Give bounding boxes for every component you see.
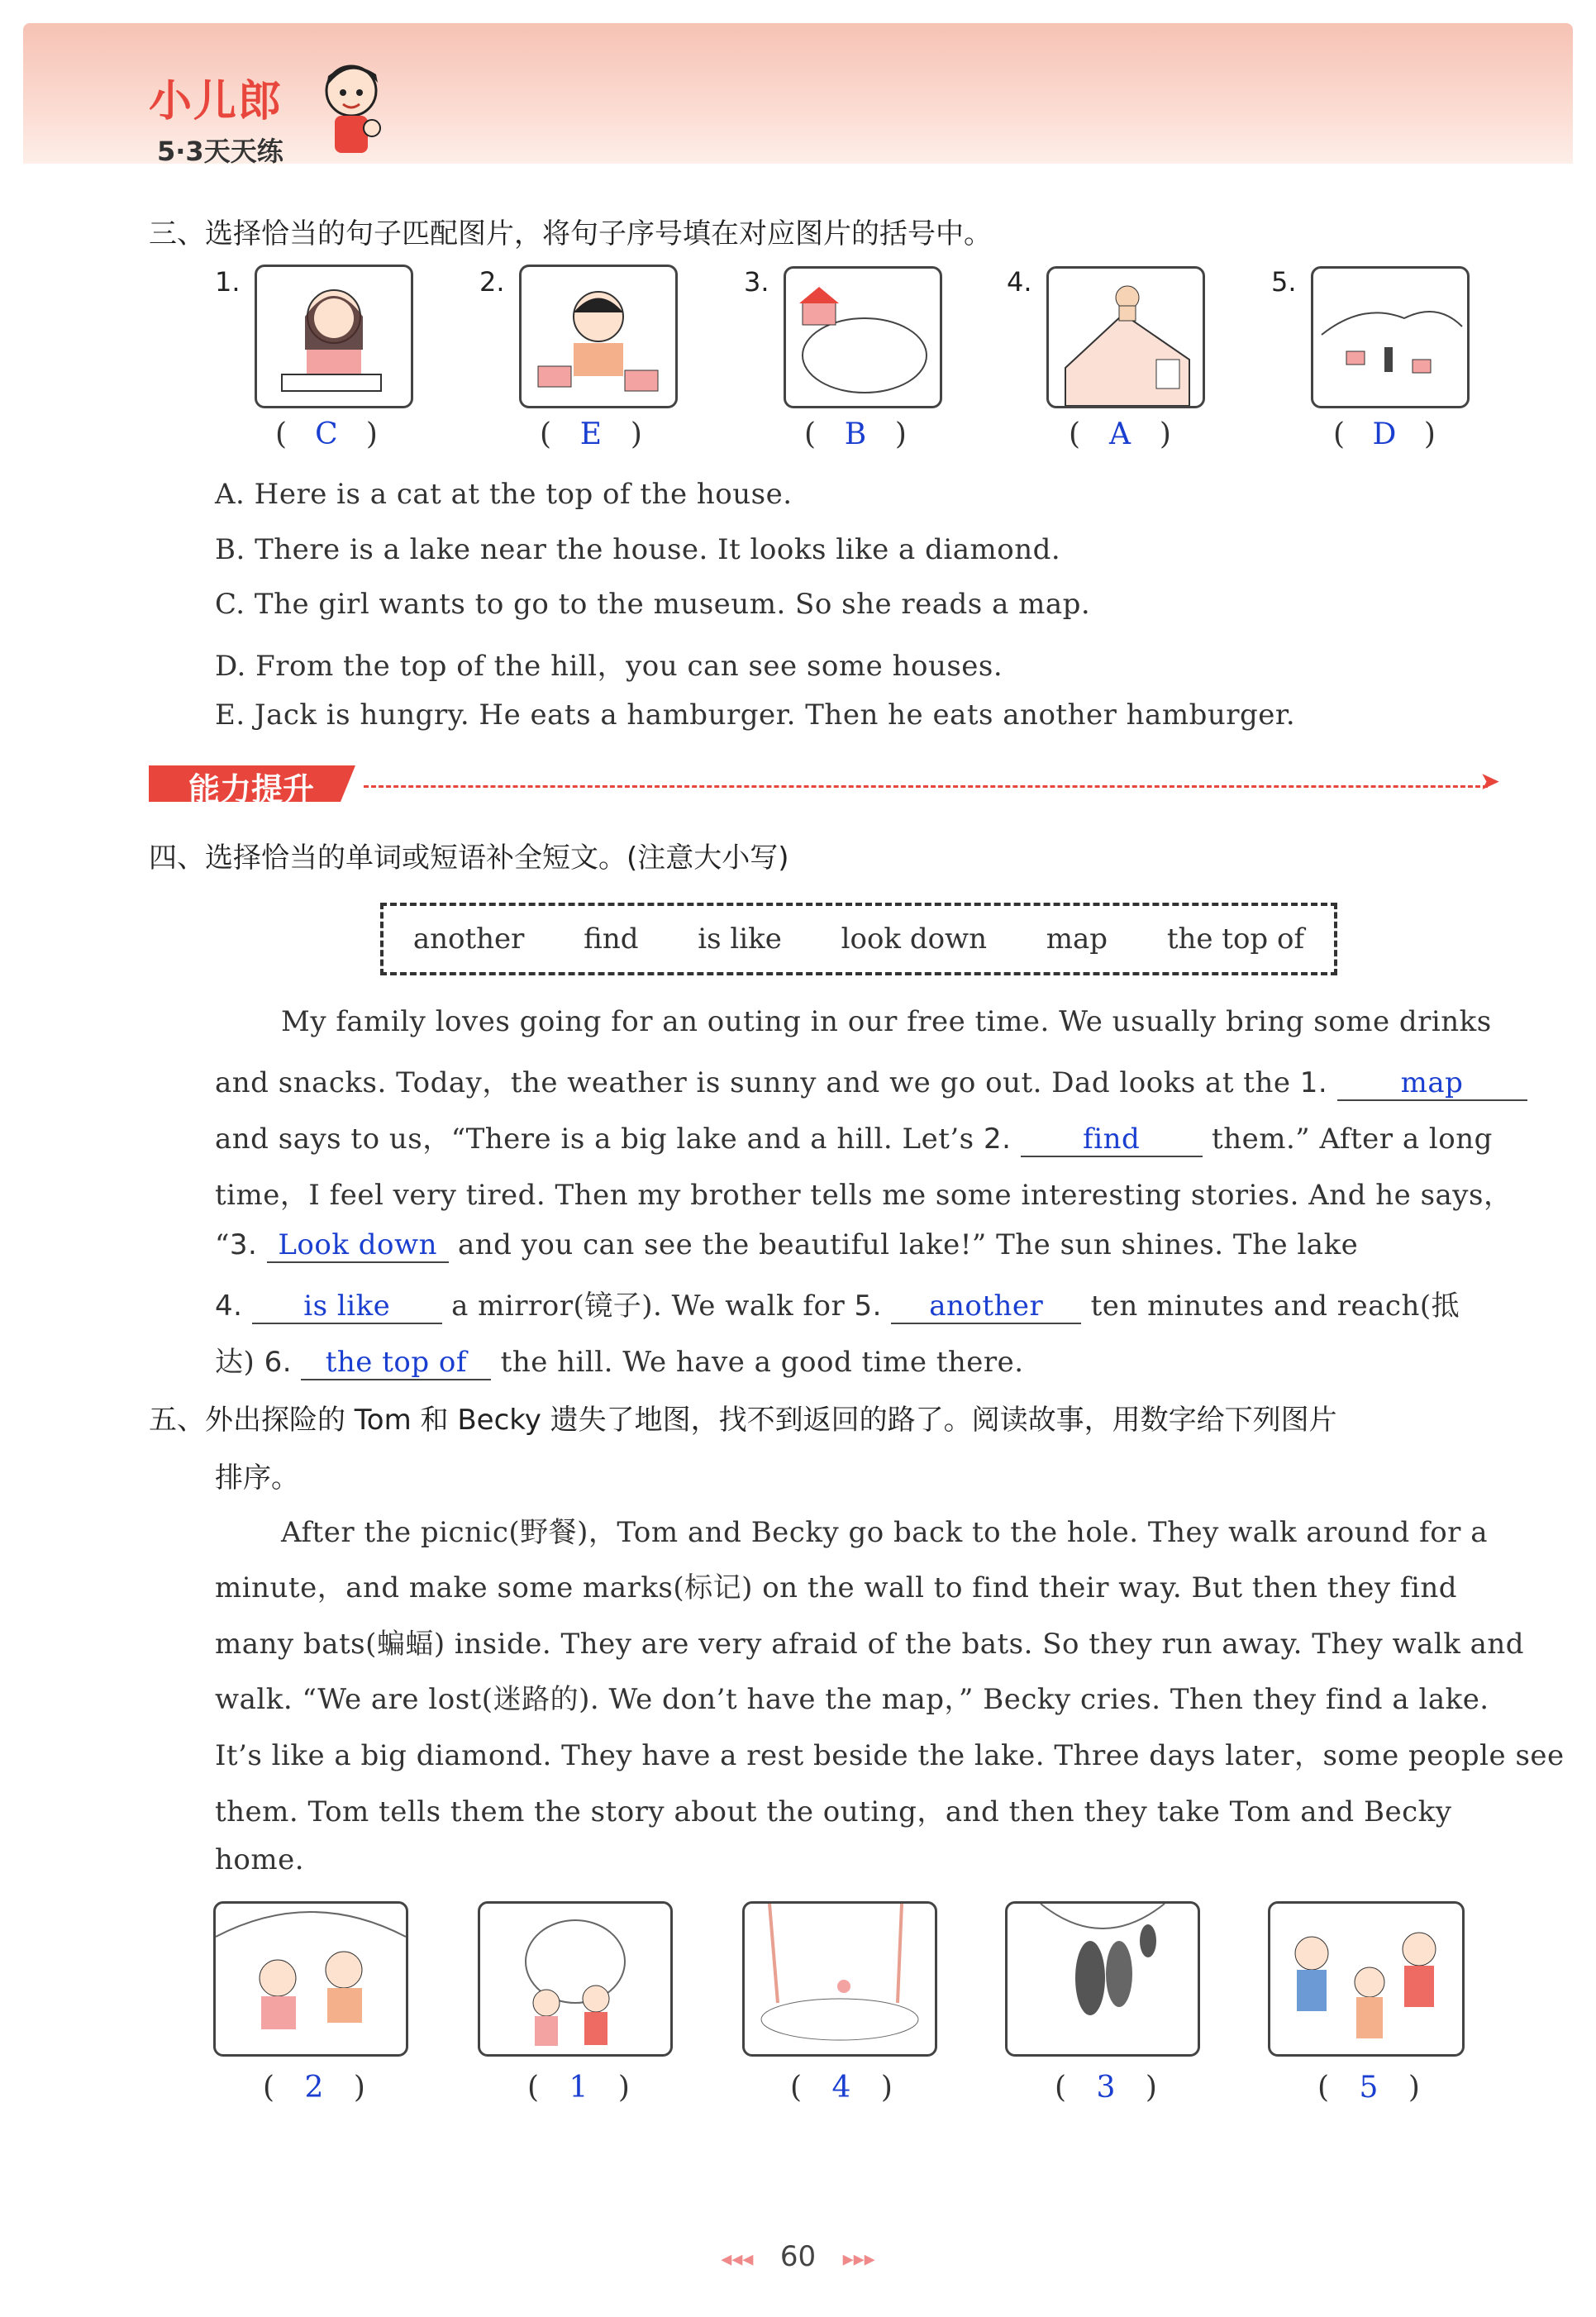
sentence-option: C. The girl wants to go to the museum. So she reads a map. bbox=[215, 588, 1091, 621]
answer-bracket: ( E ) bbox=[540, 417, 642, 451]
answer-blank[interactable]: map bbox=[1337, 1066, 1527, 1101]
section5-title-continued: 排序。 bbox=[215, 1461, 299, 1495]
picture-picnic-in-cave bbox=[213, 1901, 408, 2057]
answer-blank[interactable]: the top of bbox=[301, 1346, 491, 1380]
passage-line: “3. Look down and you can see the beautiful lake!” The sun shines. The lake bbox=[215, 1228, 1359, 1261]
section5-title: 五、外出探险的 Tom 和 Becky 遗失了地图，找不到返回的路了。阅读故事，用数字给下列图片 bbox=[149, 1404, 1337, 1437]
order-bracket: ( 5 ) bbox=[1317, 2071, 1420, 2105]
sentence-option: D. From the top of the hill，you can see some houses. bbox=[215, 650, 1003, 683]
mascot-icon bbox=[318, 58, 384, 165]
item-number: 2. bbox=[479, 266, 505, 298]
word-bank-item: find bbox=[584, 923, 639, 956]
order-bracket: ( 1 ) bbox=[527, 2071, 630, 2105]
passage-line: 4. is like a mirror(镜子). We walk for 5. another ten minutes and reach(抵 bbox=[215, 1290, 1460, 1323]
picture-people-find-them bbox=[1268, 1901, 1465, 2057]
picture-hill-view bbox=[1311, 266, 1470, 408]
picture-cat-on-roof bbox=[1046, 266, 1205, 408]
brand-logo: 小儿郎 bbox=[149, 77, 283, 126]
order-bracket: ( 4 ) bbox=[790, 2071, 893, 2105]
series-label: 5·3天天练 bbox=[157, 136, 283, 167]
answer-bracket: ( D ) bbox=[1333, 417, 1436, 451]
section4-title: 四、选择恰当的单词或短语补全短文。(注意大小写) bbox=[149, 841, 789, 875]
word-bank-item: look down bbox=[841, 923, 988, 956]
picture-boy-eating bbox=[519, 265, 678, 408]
story-line: many bats(蝙蝠) inside. They are very afraid of the bats. So they run away. They walk and bbox=[215, 1628, 1525, 1661]
section3-title: 三、选择恰当的句子匹配图片，将句子序号填在对应图片的括号中。 bbox=[149, 217, 992, 250]
passage-line: time，I feel very tired. Then my brother tells me some interesting stories. And he says， bbox=[215, 1179, 1513, 1212]
story-line: them. Tom tells them the story about the outing，and then they take Tom and Becky bbox=[215, 1795, 1452, 1828]
answer-bracket: ( A ) bbox=[1069, 417, 1171, 451]
page-number: ◂◂◂ 60 ▸▸▸ bbox=[721, 2240, 875, 2273]
answer-blank[interactable]: Look down bbox=[267, 1228, 449, 1263]
passage-line: and snacks. Today，the weather is sunny and we go out. Dad looks at the 1. map bbox=[215, 1060, 1496, 1101]
sentence-option: E. Jack is hungry. He eats a hamburger. Then he eats another hamburger. bbox=[215, 698, 1296, 732]
order-bracket: ( 3 ) bbox=[1055, 2071, 1157, 2105]
story-line: walk. “We are lost(迷路的). We don’t have the map，” Becky cries. Then they find a lake. bbox=[215, 1683, 1489, 1716]
word-bank-item: the top of bbox=[1166, 923, 1305, 956]
triangle-left-icon: ◂◂◂ bbox=[721, 2247, 754, 2272]
picture-walking-into-hole bbox=[478, 1901, 673, 2057]
story-line: home. bbox=[215, 1843, 305, 1876]
answer-bracket: ( C ) bbox=[275, 417, 378, 451]
answer-blank[interactable]: another bbox=[891, 1290, 1081, 1324]
sentence-option: B. There is a lake near the house. It looks like a diamond. bbox=[215, 533, 1061, 566]
story-line: After the picnic(野餐)，Tom and Becky go back to the hole. They walk around for a bbox=[281, 1516, 1489, 1549]
story-line: minute，and make some marks(标记) on the wall to find their way. But then they find bbox=[215, 1571, 1458, 1604]
item-number: 3. bbox=[744, 266, 769, 298]
banner-divider bbox=[364, 785, 1488, 788]
item-number: 1. bbox=[215, 266, 241, 298]
picture-lake-house bbox=[784, 266, 942, 408]
arrow-right-icon: ➤ bbox=[1479, 767, 1501, 796]
passage-line: My family loves going for an outing in our free time. We usually bring some drinks bbox=[281, 1005, 1492, 1038]
answer-blank[interactable]: is like bbox=[252, 1290, 442, 1324]
picture-girl-reading-map bbox=[255, 265, 413, 408]
word-bank-item: is like bbox=[698, 923, 782, 956]
item-number: 5. bbox=[1271, 266, 1297, 298]
passage-line: and says to us，“There is a big lake and a hill. Let’s 2. find them.” After a long bbox=[215, 1123, 1493, 1156]
story-line: It’s like a big diamond. They have a rest beside the lake. Three days later，some people see bbox=[215, 1739, 1565, 1772]
answer-blank[interactable]: find bbox=[1021, 1123, 1203, 1157]
picture-lake-in-forest bbox=[742, 1901, 937, 2057]
order-bracket: ( 2 ) bbox=[263, 2071, 365, 2105]
word-bank-item: map bbox=[1046, 923, 1108, 956]
word-bank bbox=[380, 903, 1337, 975]
triangle-right-icon: ▸▸▸ bbox=[842, 2247, 875, 2272]
ability-banner-label: 能力提升 bbox=[188, 771, 315, 808]
word-bank-item: another bbox=[412, 923, 525, 956]
item-number: 4. bbox=[1007, 266, 1032, 298]
answer-bracket: ( B ) bbox=[804, 417, 907, 451]
passage-line: 达) 6. the top of the hill. We have a good time there. bbox=[215, 1346, 1024, 1379]
sentence-option: A. Here is a cat at the top of the house. bbox=[215, 478, 793, 511]
picture-bats bbox=[1005, 1901, 1200, 2057]
